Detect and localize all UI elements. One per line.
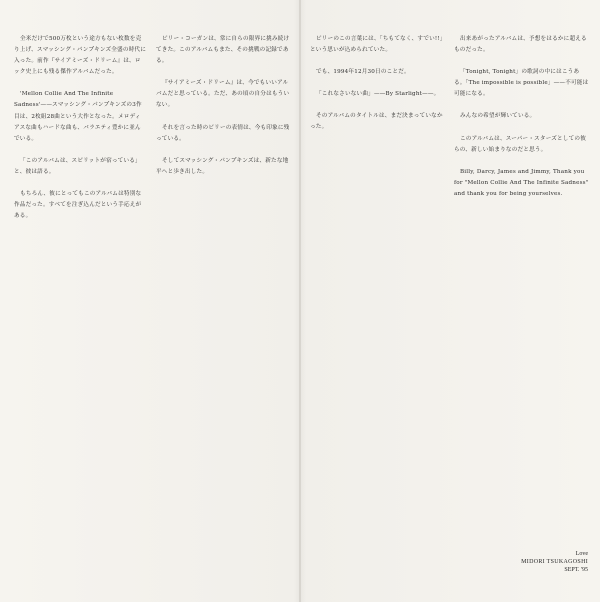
paragraph: そしてスマッシング・パンプキンズは、新たな地平へと歩き出した。	[156, 157, 289, 175]
paragraph: もちろん、彼にとってもこのアルバムは特別な作品だった。すべてを注ぎ込んだという手応えがある。	[14, 191, 142, 220]
signoff-date: SEPT. '95	[564, 567, 588, 573]
text-column-2	[156, 34, 292, 189]
paragraph: 「このアルバムは、スピリットが宿っている」と、彼は語る。	[14, 157, 141, 175]
author-name: MIDORI TSUKAGOSHI	[521, 559, 588, 565]
paragraph: 'Mellon Collie And The Infinite Sadness'——スマッシング・パンプキンズの3作目は、2枚組28曲という大作となった。メロディアスな曲もハードな曲も、バラエティ豊かに並んでいる。	[14, 91, 142, 142]
paragraph: ビリーのこの言葉には、「ちもてなく、すでい!!」という思いが込められていた。	[310, 36, 443, 54]
paragraph: Billy, Darcy, James and Jimmy, Thank you for "Mellon Collie And The Infinite Sadness" and thank you for being yourselves.	[454, 168, 589, 197]
paragraph: ビリー・コーガンは、常に自らの限界に挑み続けてきた。このアルバムもまた、その挑戦の記録である。	[156, 36, 290, 65]
paragraph: このアルバムは、スーパー・スターズとしての彼らの、新しい始まりなのだと思う。	[454, 135, 587, 153]
author-signoff	[456, 550, 588, 574]
paragraph: でも、1994年12月30日のことだ。	[316, 69, 410, 76]
paragraph: それを言った時のビリーの表情は、今も印象に残っている。	[156, 124, 290, 142]
text-column-1	[14, 34, 146, 233]
text-column-3	[310, 34, 444, 145]
text-column-4	[454, 34, 590, 211]
signoff-love: Love	[575, 551, 588, 557]
paragraph: 「Tonight, Tonight」の歌詞の中にはこうある。「The impossible is possible」——不可能は可能になる。	[454, 69, 589, 98]
paragraph: 全米だけで500万枚という途方もない枚数を売り上げ、スマッシング・パンプキンズ全盛の時代に入った。前作『サイアミーズ・ドリーム』は、ロック史上にも残る傑作アルバムだった。	[14, 36, 146, 76]
center-fold	[299, 0, 301, 602]
paragraph: 出来あがったアルバムは、予想をはるかに超えるものだった。	[454, 36, 587, 54]
paragraph: そのアルバムのタイトルは、まだ決まっていなかった。	[310, 113, 443, 131]
paragraph: みんなの希望が輝いている。	[460, 113, 536, 120]
paragraph: 「これなさいない曲」——By Starlight——。	[316, 91, 440, 98]
paragraph: 『サイアミーズ・ドリーム』は、今でもいいアルバムだと思っている。ただ、あの頃の自分はもういない。	[156, 80, 290, 109]
